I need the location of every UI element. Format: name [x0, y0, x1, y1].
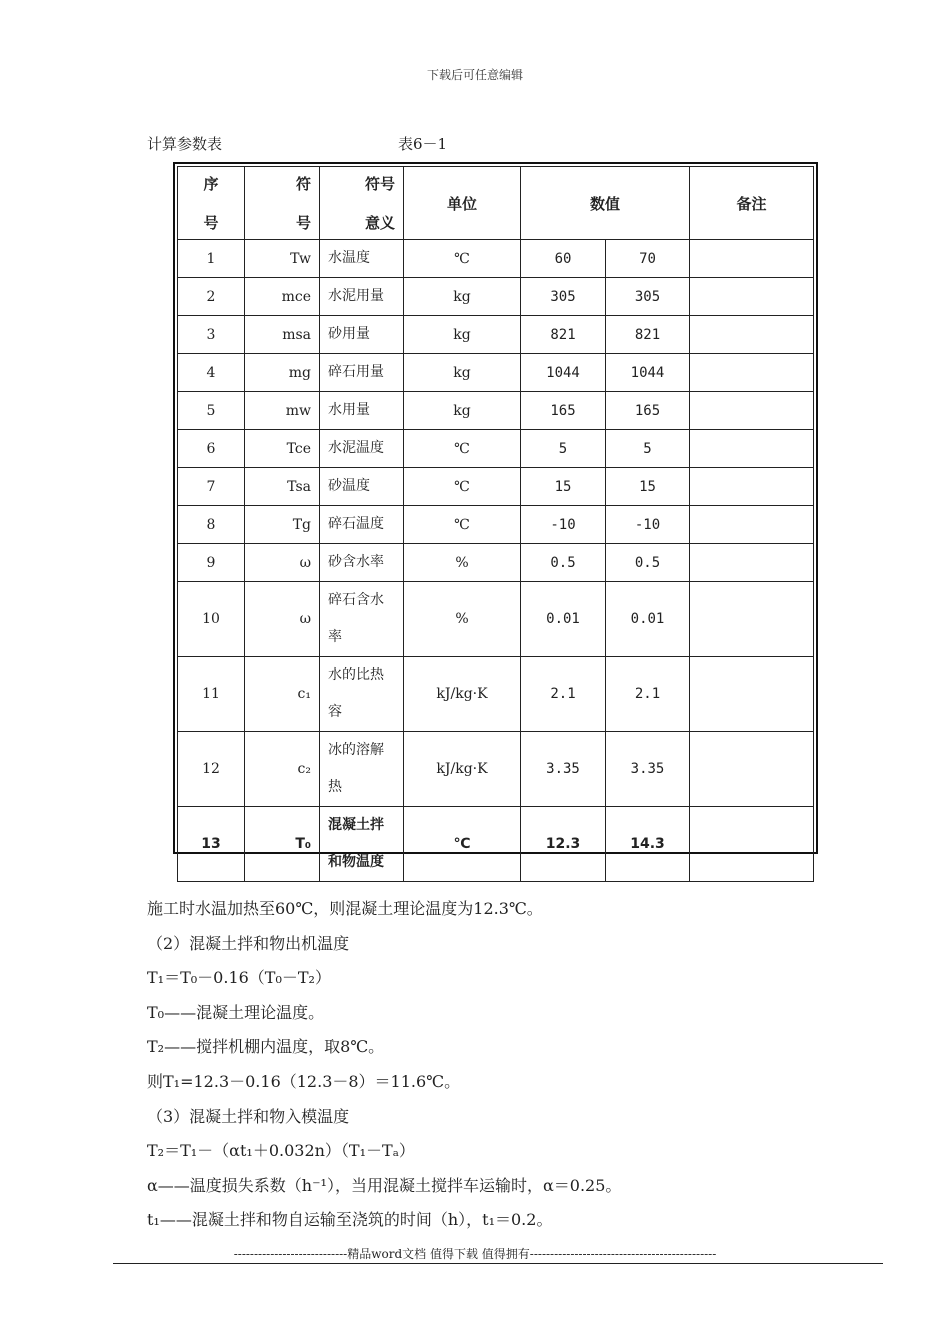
paragraph: T₂＝T₁－（αt₁＋0.032n）（T₁－Tₐ）	[147, 1141, 415, 1161]
cell-note	[690, 657, 814, 732]
cell-meaning: 水泥温度	[320, 430, 404, 468]
parameter-table	[177, 166, 814, 882]
paragraph: 施工时水温加热至60℃，则混凝土理论温度为12.3℃。	[147, 899, 543, 918]
table-row	[178, 544, 814, 582]
cell-unit: ℃	[404, 240, 521, 278]
cell-unit: %	[404, 544, 521, 582]
cell-no: 3	[178, 316, 245, 354]
cell-meaning: 混凝土拌 和物温度	[320, 807, 404, 882]
cell-no: 5	[178, 392, 245, 430]
cell-meaning: 碎石温度	[320, 506, 404, 544]
cell-note	[690, 316, 814, 354]
cell-note	[690, 582, 814, 657]
paragraph: t₁——混凝土拌和物自运输至浇筑的时间（h），t₁＝0.2。	[147, 1210, 553, 1230]
table-row	[178, 392, 814, 430]
cell-symbol: ω	[245, 544, 320, 582]
cell-value-1: 3.35	[521, 732, 606, 807]
cell-value-2: 0.5	[606, 544, 690, 582]
cell-no: 13	[178, 807, 245, 882]
cell-value-2: 5	[606, 430, 690, 468]
cell-meaning: 碎石含水 率	[320, 582, 404, 657]
table-row	[178, 582, 814, 657]
cell-no: 9	[178, 544, 245, 582]
cell-no: 2	[178, 278, 245, 316]
cell-meaning: 水温度	[320, 240, 404, 278]
table-row	[178, 278, 814, 316]
cell-meaning: 砂含水率	[320, 544, 404, 582]
cell-note	[690, 240, 814, 278]
cell-no: 7	[178, 468, 245, 506]
table-row	[178, 506, 814, 544]
cell-value-2: 2.1	[606, 657, 690, 732]
paragraph: 则T₁=12.3－0.16（12.3－8）＝11.6℃。	[147, 1071, 461, 1091]
cell-meaning: 水泥用量	[320, 278, 404, 316]
paragraph: T₁＝T₀－0.16（T₀－T₂）	[147, 968, 331, 988]
cell-note	[690, 278, 814, 316]
cell-no: 12	[178, 732, 245, 807]
cell-symbol: Tce	[245, 430, 320, 468]
cell-value-2: 3.35	[606, 732, 690, 807]
cell-meaning: 碎石用量	[320, 354, 404, 392]
table-row	[178, 240, 814, 278]
paragraph: α——温度损失系数（h⁻¹），当用混凝土搅拌车运输时，α＝0.25。	[147, 1175, 622, 1195]
cell-note	[690, 468, 814, 506]
cell-unit: ℃	[404, 506, 521, 544]
cell-value-2: 70	[606, 240, 690, 278]
footer-divider	[113, 1263, 883, 1264]
table-row-total	[178, 807, 814, 882]
header-note: 备注	[690, 167, 814, 240]
cell-note	[690, 354, 814, 392]
cell-note	[690, 544, 814, 582]
cell-unit: kg	[404, 316, 521, 354]
cell-symbol: c₁	[245, 657, 320, 732]
cell-meaning: 冰的溶解 热	[320, 732, 404, 807]
cell-symbol: Tsa	[245, 468, 320, 506]
cell-no: 1	[178, 240, 245, 278]
cell-unit: kJ/kg·K	[404, 657, 521, 732]
cell-no: 6	[178, 430, 245, 468]
cell-symbol: T₀	[245, 807, 320, 882]
cell-symbol: msa	[245, 316, 320, 354]
cell-value-1: 60	[521, 240, 606, 278]
table-row	[178, 468, 814, 506]
cell-value-1: 2.1	[521, 657, 606, 732]
cell-symbol: mg	[245, 354, 320, 392]
cell-note	[690, 392, 814, 430]
cell-meaning: 砂用量	[320, 316, 404, 354]
cell-value-1: 821	[521, 316, 606, 354]
cell-value-1: -10	[521, 506, 606, 544]
header-index: 序 号	[178, 167, 245, 240]
cell-value-1: 1044	[521, 354, 606, 392]
paragraph: T₂——搅拌机棚内温度，取8℃。	[147, 1037, 385, 1057]
cell-note	[690, 807, 814, 882]
cell-value-2: 821	[606, 316, 690, 354]
cell-no: 8	[178, 506, 245, 544]
cell-symbol: Tg	[245, 506, 320, 544]
paragraph: （2）混凝土拌和物出机温度	[147, 933, 350, 953]
cell-note	[690, 430, 814, 468]
header-note: 下载后可任意编辑	[426, 68, 523, 82]
cell-symbol: c₂	[245, 732, 320, 807]
table-row	[178, 316, 814, 354]
cell-value-2: 165	[606, 392, 690, 430]
parameter-table-frame	[173, 162, 818, 870]
cell-symbol: mce	[245, 278, 320, 316]
cell-value-1: 15	[521, 468, 606, 506]
cell-value-1: 0.5	[521, 544, 606, 582]
cell-unit: ℃	[404, 807, 521, 882]
table-row	[178, 354, 814, 392]
cell-no: 11	[178, 657, 245, 732]
cell-symbol: ω	[245, 582, 320, 657]
cell-note	[690, 506, 814, 544]
paragraph: （3）混凝土拌和物入模温度	[147, 1106, 350, 1126]
cell-meaning: 水的比热 容	[320, 657, 404, 732]
cell-value-1: 12.3	[521, 807, 606, 882]
cell-unit: ℃	[404, 430, 521, 468]
cell-unit: kg	[404, 354, 521, 392]
table-header-row	[178, 167, 814, 240]
cell-unit: ℃	[404, 468, 521, 506]
cell-value-2: 1044	[606, 354, 690, 392]
footer-note: ----------------------------精品word文档 值得下载 值得拥有----------------------------------------------	[233, 1247, 717, 1261]
cell-symbol: Tw	[245, 240, 320, 278]
table-caption: 计算参数表	[147, 135, 223, 153]
cell-meaning: 砂温度	[320, 468, 404, 506]
header-unit: 单位	[404, 167, 521, 240]
cell-meaning: 水用量	[320, 392, 404, 430]
cell-note	[690, 732, 814, 807]
cell-value-2: 14.3	[606, 807, 690, 882]
cell-value-2: 15	[606, 468, 690, 506]
table-row	[178, 732, 814, 807]
table-number: 表6－1	[398, 135, 448, 153]
table-row	[178, 430, 814, 468]
body-text	[147, 892, 867, 1238]
table-row	[178, 657, 814, 732]
cell-unit: kJ/kg·K	[404, 732, 521, 807]
cell-value-1: 305	[521, 278, 606, 316]
cell-unit: kg	[404, 392, 521, 430]
paragraph: T₀——混凝土理论温度。	[147, 1002, 325, 1022]
cell-unit: %	[404, 582, 521, 657]
cell-unit: kg	[404, 278, 521, 316]
cell-no: 10	[178, 582, 245, 657]
cell-no: 4	[178, 354, 245, 392]
cell-value-2: 305	[606, 278, 690, 316]
header-value: 数值	[521, 167, 690, 240]
cell-value-1: 165	[521, 392, 606, 430]
cell-value-1: 0.01	[521, 582, 606, 657]
header-meaning: 符号 意义	[320, 167, 404, 240]
cell-value-1: 5	[521, 430, 606, 468]
header-symbol: 符 号	[245, 167, 320, 240]
cell-value-2: 0.01	[606, 582, 690, 657]
cell-value-2: -10	[606, 506, 690, 544]
cell-symbol: mw	[245, 392, 320, 430]
